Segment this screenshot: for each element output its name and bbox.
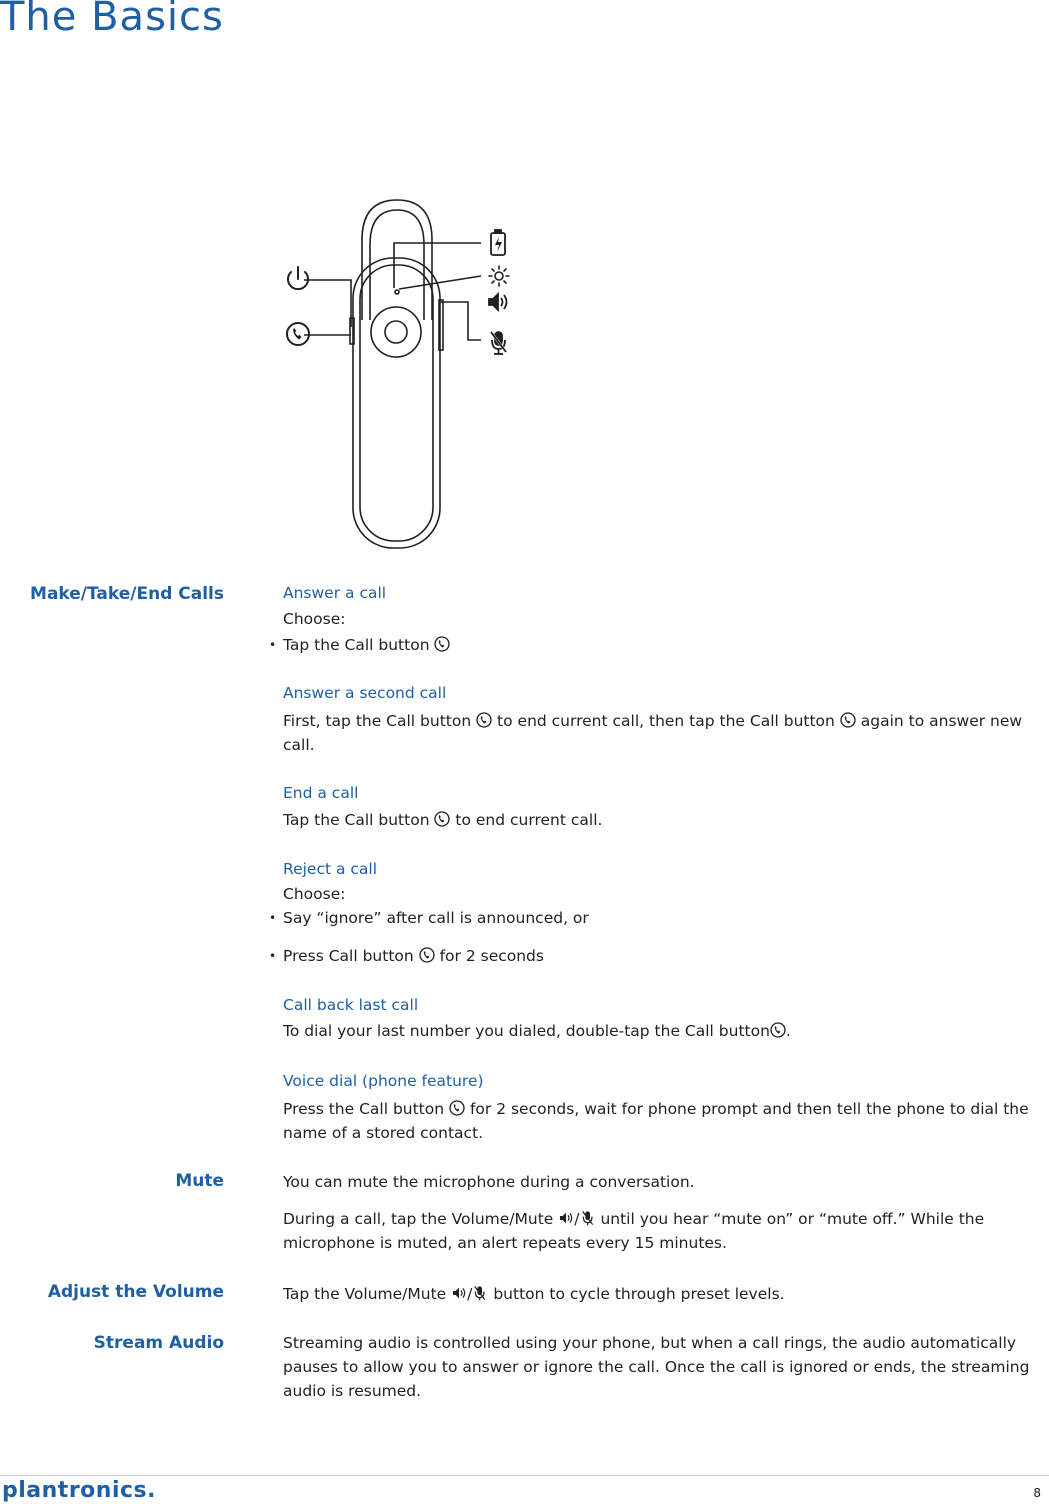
answer-call-bullet: Tap the Call button bbox=[283, 633, 1049, 657]
page-title: The Basics bbox=[0, 0, 224, 40]
mute-text-detail: During a call, tap the Volume/Mute / until you hear “mute on” or “mute off.” While the microphone is muted, an alert repeats every 15 minutes. bbox=[283, 1210, 985, 1252]
call-icon bbox=[434, 636, 450, 652]
answer-call-heading: Answer a call bbox=[283, 584, 387, 602]
bullet-dot: • bbox=[269, 911, 277, 925]
mute-icon bbox=[580, 1210, 596, 1226]
voice-dial-heading: Voice dial (phone feature) bbox=[283, 1072, 484, 1090]
call-icon bbox=[449, 1100, 465, 1116]
second-call-heading: Answer a second call bbox=[283, 684, 447, 702]
bullet-dot: • bbox=[269, 638, 277, 652]
section-heading-calls: Make/Take/End Calls bbox=[30, 584, 224, 604]
reject-call-choose: Choose: bbox=[283, 885, 346, 903]
volume-icon bbox=[489, 294, 507, 310]
call-icon bbox=[419, 947, 435, 963]
voice-dial-text: Press the Call button for 2 seconds, wait for phone prompt and then tell the phone to dial the name of a stored contact. bbox=[283, 1100, 1029, 1142]
reject-bullet-ignore: Say “ignore” after call is announced, or bbox=[283, 909, 589, 927]
call-icon bbox=[434, 811, 450, 827]
end-call-text: Tap the Call button to end current call. bbox=[283, 811, 603, 829]
mute-text-intro: You can mute the microphone during a conversation. bbox=[283, 1173, 695, 1191]
answer-call-choose: Choose: bbox=[283, 610, 346, 628]
led-light-icon bbox=[489, 266, 509, 286]
call-icon bbox=[476, 712, 492, 728]
call-icon bbox=[840, 712, 856, 728]
page-number: 8 bbox=[1033, 1486, 1041, 1500]
stream-text: Streaming audio is controlled using your phone, but when a call rings, the audio automatically pauses to allow you to answer or ignore the call. Once the call is ignored or ends, the streaming audio is resumed. bbox=[283, 1334, 1030, 1400]
section-heading-mute: Mute bbox=[175, 1171, 224, 1191]
charge-led-icon bbox=[491, 230, 505, 255]
volume-text: Tap the Volume/Mute / button to cycle through preset levels. bbox=[283, 1285, 785, 1303]
plantronics-logo: plantronics. bbox=[2, 1478, 156, 1503]
call-icon bbox=[770, 1022, 786, 1038]
reject-bullet-press: Press Call button for 2 seconds bbox=[283, 947, 544, 965]
ear-hook bbox=[362, 200, 432, 320]
callback-text: To dial your last number you dialed, double-tap the Call button . bbox=[283, 1022, 791, 1040]
second-call-text: First, tap the Call button to end current call, then tap the Call button again to answer new call. bbox=[283, 712, 1023, 754]
mute-icon bbox=[472, 1285, 488, 1301]
headset-diagram bbox=[270, 190, 530, 555]
power-icon bbox=[288, 267, 308, 289]
call-icon bbox=[287, 323, 309, 345]
volume-icon bbox=[451, 1285, 467, 1301]
bullet-dot: • bbox=[269, 949, 277, 963]
mute-icon bbox=[491, 332, 506, 354]
section-heading-stream: Stream Audio bbox=[93, 1333, 224, 1353]
section-heading-volume: Adjust the Volume bbox=[47, 1282, 224, 1302]
headset-body bbox=[353, 258, 440, 548]
reject-call-heading: Reject a call bbox=[283, 860, 378, 878]
end-call-heading: End a call bbox=[283, 784, 359, 802]
callback-heading: Call back last call bbox=[283, 996, 419, 1014]
call-button-circle bbox=[371, 307, 421, 357]
footer-divider bbox=[0, 1475, 1049, 1476]
volume-icon bbox=[558, 1210, 574, 1226]
